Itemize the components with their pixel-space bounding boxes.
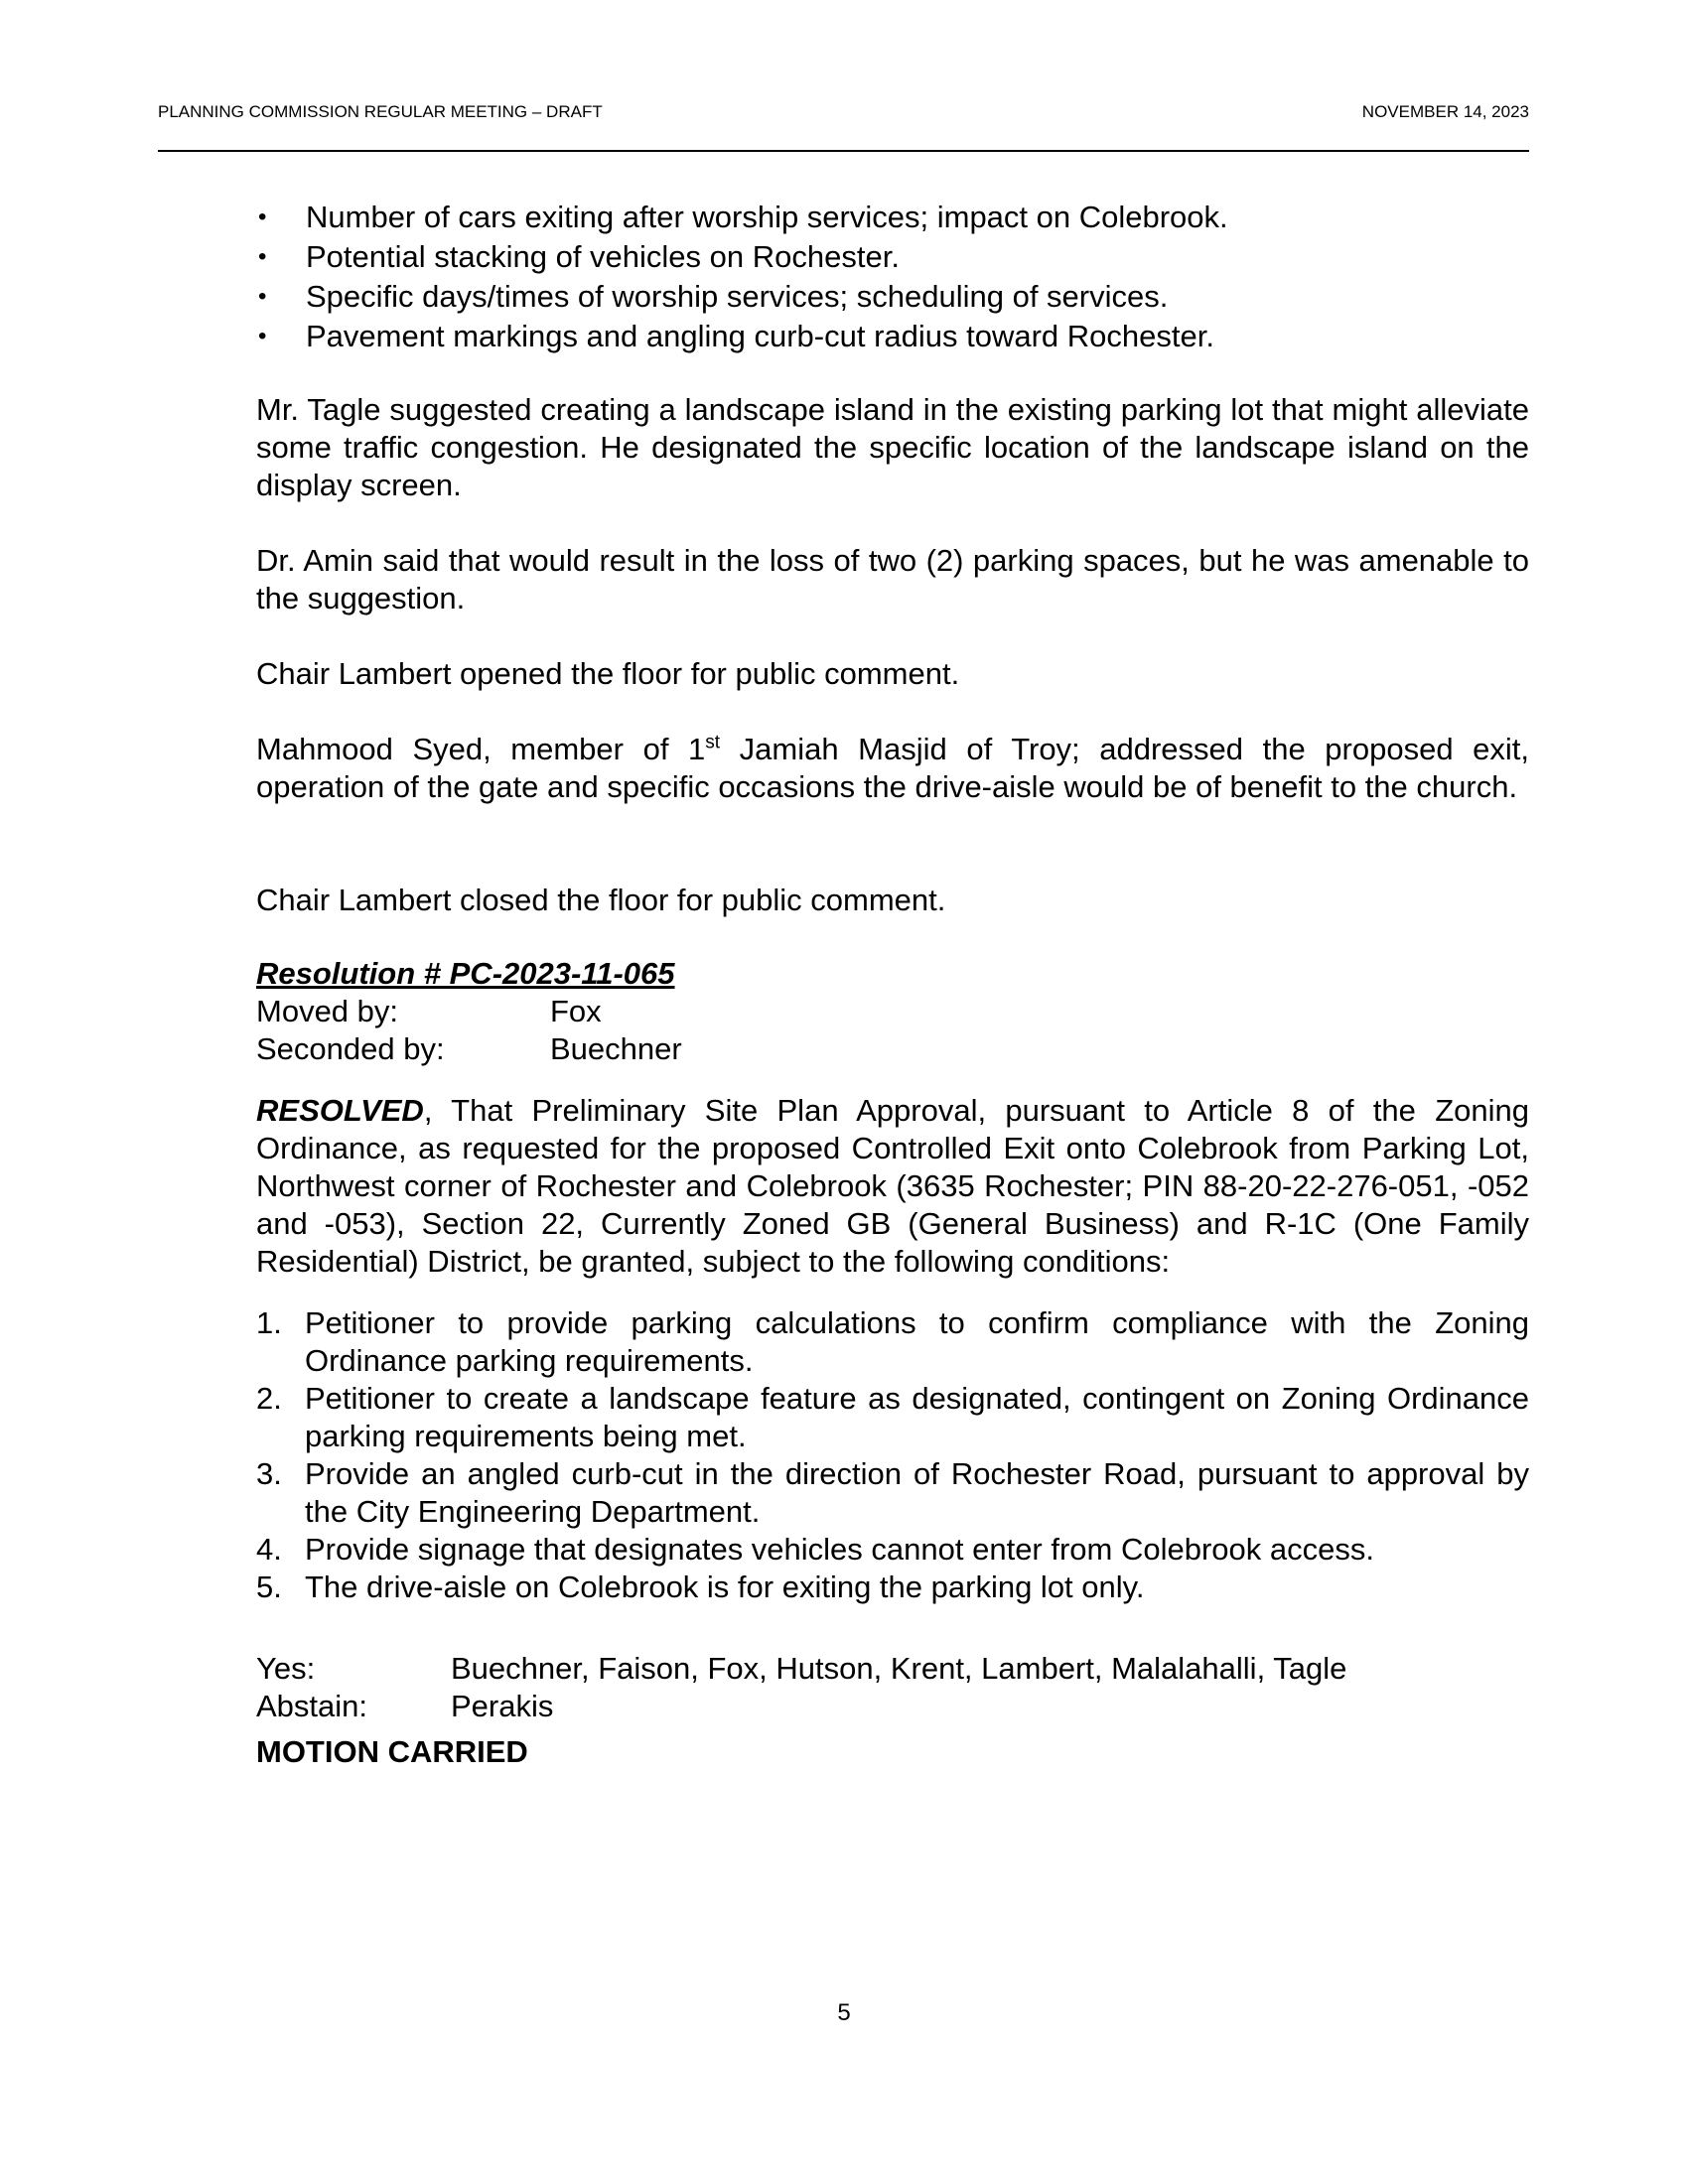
syed-text-end: Jamiah Masjid of Troy; addressed the proposed exit, operation of the gate and specific occasions the drive-aisle would be of benefit to the church. <box>256 732 1530 804</box>
vote-yes-label: Yes: <box>256 1651 316 1686</box>
vote-yes-names: Buechner, Faison, Fox, Hutson, Krent, Lambert, Malalahalli, Tagle <box>451 1651 1347 1686</box>
vote-abstain-row <box>256 1688 1529 1725</box>
moved-by-value: Fox <box>550 994 602 1028</box>
paragraph-open-comment: Chair Lambert opened the floor for public comment. <box>256 656 960 691</box>
paragraph-tagle: Mr. Tagle suggested creating a landscape island in the existing parking lot that might alleviate some traffic congestion. He designated the specific location of the landscape island on the display screen. <box>256 392 1529 502</box>
page-number: 5 <box>837 1999 851 2026</box>
condition-item <box>256 1304 1529 1380</box>
resolution-title: Resolution # PC-2023-11-065 <box>256 956 675 991</box>
resolved-paragraph <box>256 1092 1529 1281</box>
bullet-icon: • <box>258 243 267 270</box>
bullet-text: Specific days/times of worship services; scheduling of services. <box>306 279 1169 314</box>
conditions-list <box>256 1304 1529 1606</box>
bullet-icon: • <box>258 283 267 310</box>
condition-item <box>256 1569 1529 1606</box>
page-header <box>158 100 1529 152</box>
bullet-icon: • <box>258 204 267 230</box>
bullet-text: Pavement markings and angling curb-cut radius toward Rochester. <box>306 319 1214 353</box>
condition-item <box>256 1455 1529 1531</box>
header-meeting-title: PLANNING COMMISSION REGULAR MEETING – DRAFT <box>158 102 603 121</box>
resolution-block <box>256 955 1529 1068</box>
condition-number: 4. <box>256 1532 282 1567</box>
vote-block <box>256 1650 1529 1725</box>
moved-by-row <box>256 993 1529 1030</box>
bullet-icon: • <box>258 323 267 349</box>
condition-number: 1. <box>256 1305 282 1340</box>
condition-text: Provide signage that designates vehicles cannot enter from Colebrook access. <box>305 1532 1374 1567</box>
seconded-by-value: Buechner <box>550 1031 682 1066</box>
bullet-item <box>256 238 1529 278</box>
bullet-item <box>256 199 1529 238</box>
condition-text: Petitioner to provide parking calculations to confirm compliance with the Zoning Ordinance parking requirements. <box>305 1305 1529 1378</box>
condition-item <box>256 1531 1529 1569</box>
discussion-bullets <box>256 199 1529 357</box>
bullet-item <box>256 318 1529 357</box>
syed-superscript: st <box>705 732 721 753</box>
condition-item <box>256 1380 1529 1455</box>
paragraph-close-comment: Chair Lambert closed the floor for public comment. <box>256 883 946 917</box>
paragraph-amin: Dr. Amin said that would result in the loss of two (2) parking spaces, but he was amenable to the suggestion. <box>256 543 1529 615</box>
bullet-text: Potential stacking of vehicles on Rochester. <box>306 239 900 274</box>
condition-number: 5. <box>256 1570 282 1604</box>
paragraph-syed <box>256 731 1529 806</box>
vote-abstain-label: Abstain: <box>256 1689 368 1723</box>
condition-text: Provide an angled curb-cut in the direction of Rochester Road, pursuant to approval by the City Engineering Department. <box>305 1456 1529 1529</box>
resolved-text: , That Preliminary Site Plan Approval, pursuant to Article 8 of the Zoning Ordinance, as requested for the proposed Controlled Exit onto Colebrook from Parking Lot, Northwest corner of Rochester and Colebrook (3635 Rochester; PIN 88-20-22-276-051, -052 and -053), Section 22, Currently Zoned GB (General Business) and R-1C (One Family Residential) District, be granted, subject to the following conditions: <box>256 1093 1529 1279</box>
condition-number: 3. <box>256 1456 282 1491</box>
condition-text: Petitioner to create a landscape feature as designated, contingent on Zoning Ordinance parking requirements being met. <box>305 1381 1529 1453</box>
bullet-text: Number of cars exiting after worship services; impact on Colebrook. <box>306 200 1228 234</box>
seconded-by-row <box>256 1030 1529 1068</box>
resolved-keyword: RESOLVED <box>256 1093 424 1128</box>
bullet-item <box>256 278 1529 318</box>
condition-number: 2. <box>256 1381 282 1416</box>
vote-yes-row <box>256 1650 1529 1688</box>
header-date: NOVEMBER 14, 2023 <box>1361 102 1529 121</box>
vote-abstain-names: Perakis <box>451 1689 554 1723</box>
syed-text-start: Mahmood Syed, member of 1 <box>256 732 706 766</box>
motion-result: MOTION CARRIED <box>256 1734 528 1769</box>
condition-text: The drive-aisle on Colebrook is for exiting the parking lot only. <box>305 1570 1145 1604</box>
seconded-by-label: Seconded by: <box>256 1031 445 1066</box>
moved-by-label: Moved by: <box>256 994 399 1028</box>
